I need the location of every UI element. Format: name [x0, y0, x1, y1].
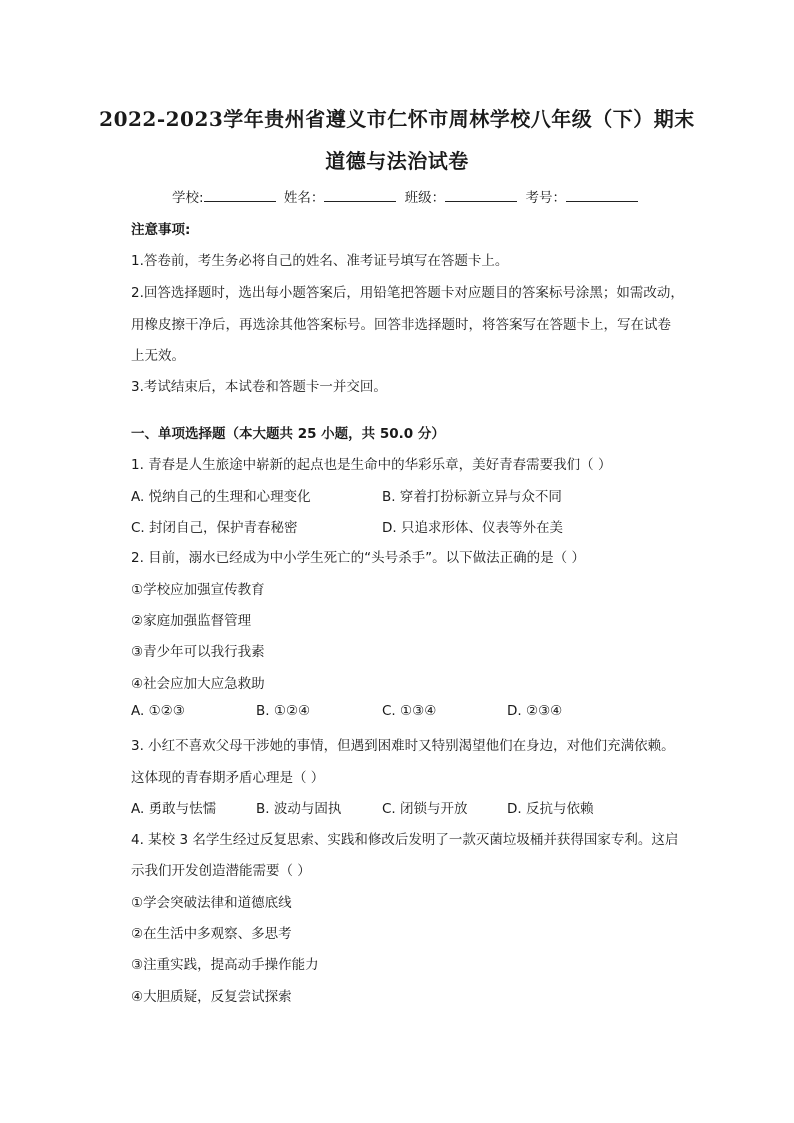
exam-number-blank: [566, 189, 638, 202]
q1-stem: 1. 青春是人生旅途中崭新的起点也是生命中的华彩乐章，美好青春需要我们（ ）: [131, 457, 612, 473]
q4-statement-2: ②在生活中多观察、多思考: [131, 926, 292, 942]
section-heading: 一、单项选择题（本大题共 25 小题，共 50.0 分）: [131, 426, 445, 442]
q2-option-b: B. ①②④: [256, 703, 311, 719]
notice-item-3: 3.考试结束后，本试卷和答题卡一并交回。: [131, 379, 387, 395]
q1-option-b: B. 穿着打扮标新立异与众不同: [382, 489, 562, 505]
q3-option-a: A. 勇敢与怯懦: [131, 801, 217, 817]
notice-heading: 注意事项:: [131, 222, 191, 238]
q2-option-a: A. ①②③: [131, 703, 185, 719]
q2-statement-3: ③青少年可以我行我素: [131, 644, 265, 660]
school-blank: [204, 189, 276, 202]
q1-option-a: A. 悦纳自己的生理和心理变化: [131, 489, 311, 505]
school-label: 学校:: [172, 190, 204, 206]
name-blank: [324, 189, 396, 202]
q2-statement-2: ②家庭加强监督管理: [131, 613, 252, 629]
name-label: 姓名：: [283, 190, 325, 206]
q3-option-c: C. 闭锁与开放: [382, 801, 468, 817]
q2-option-d: D. ②③④: [507, 703, 563, 719]
q4-statement-4: ④大胆质疑，反复尝试探索: [131, 989, 292, 1005]
exam-title-line2: 道德与法治试卷: [325, 149, 469, 173]
class-blank: [445, 189, 517, 202]
q2-statement-4: ④社会应加大应急救助: [131, 676, 265, 692]
q4-statement-3: ③注重实践，提高动手操作能力: [131, 957, 319, 973]
q4-stem-b: 示我们开发创造潜能需要（ ）: [131, 863, 311, 879]
q3-option-d: D. 反抗与依赖: [507, 801, 594, 817]
exam-number-label: 考号：: [525, 190, 566, 206]
notice-item-2b: 用橡皮擦干净后，再选涂其他答案标号。回答非选择题时，将答案写在答题卡上，写在试卷: [131, 317, 671, 333]
student-info-line: [172, 186, 642, 206]
q2-statement-1: ①学校应加强宣传教育: [131, 582, 265, 598]
q3-stem-a: 3. 小红不喜欢父母干涉她的事情，但遇到困难时又特别渴望他们在身边，对他们充满依赖。: [131, 738, 675, 754]
q4-statement-1: ①学会突破法律和道德底线: [131, 895, 292, 911]
q2-option-c: C. ①③④: [382, 703, 437, 719]
q1-option-d: D. 只追求形体、仪表等外在美: [382, 520, 563, 536]
q1-option-c: C. 封闭自己，保护青春秘密: [131, 520, 298, 536]
q4-stem-a: 4. 某校 3 名学生经过反复思索、实践和修改后发明了一款灭菌垃圾桶并获得国家专利。这启: [131, 832, 679, 848]
class-label: 班级：: [404, 190, 446, 206]
q3-option-b: B. 波动与固执: [256, 801, 342, 817]
q2-stem: 2. 目前，溺水已经成为中小学生死亡的“头号杀手”。以下做法正确的是（ ）: [131, 550, 585, 566]
notice-item-2c: 上无效。: [131, 348, 185, 364]
exam-title-line1: 2022-2023学年贵州省遵义市仁怀市周林学校八年级（下）期末: [99, 107, 695, 131]
q3-stem-b: 这体现的青春期矛盾心理是（ ）: [131, 770, 325, 786]
notice-item-2a: 2.回答选择题时，选出每小题答案后，用铅笔把答题卡对应题目的答案标号涂黑；如需改动，: [131, 285, 684, 301]
notice-item-1: 1.答卷前，考生务必将自己的姓名、准考证号填写在答题卡上。: [131, 253, 509, 269]
